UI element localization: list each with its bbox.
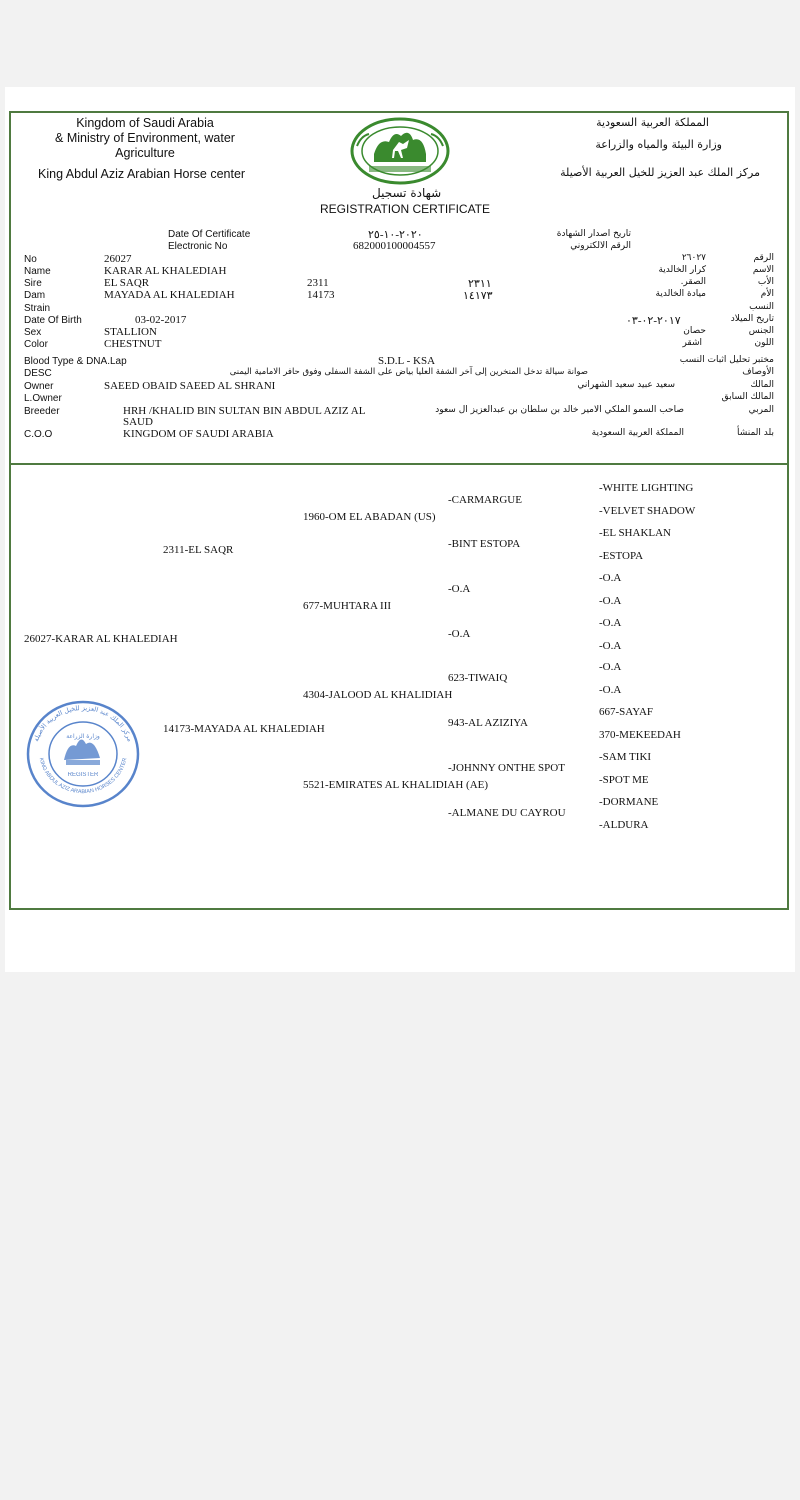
pedigree-great-2: -BINT ESTOPA — [448, 538, 521, 550]
field-dam-value-ar: ميادة الخالدية — [655, 289, 706, 299]
field-sire-label-ar: الأب — [757, 277, 774, 287]
field-sex-label: Sex — [24, 327, 42, 338]
field-owner-value: SAEED OBAID SAEED AL SHRANI — [104, 380, 276, 392]
field-coo-label-ar: بلد المنشأ — [736, 428, 774, 438]
field-coo-value-ar: المملكة العربية السعودية — [591, 428, 684, 438]
field-owner-value-ar: سعيد عبيد سعيد الشهراني — [577, 380, 675, 390]
pedigree-ggg-11: 667-SAYAF — [599, 706, 654, 718]
field-color-value: CHESTNUT — [104, 338, 162, 350]
field-sire-number-ar: ٢٣١١ — [468, 278, 492, 290]
field-no-value-ar: ٢٦٠٢٧ — [681, 253, 706, 263]
pedigree-ggg-6: -O.A — [599, 595, 622, 607]
pedigree-subject: 26027-KARAR AL KHALEDIAH — [24, 633, 178, 645]
field-sire-number: 2311 — [307, 277, 329, 289]
pedigree-grand-1: 1960-OM EL ABADAN (US) — [303, 511, 436, 523]
field-color-label: Color — [24, 339, 48, 350]
field-sex-value: STALLION — [104, 326, 157, 338]
header-en-block — [50, 116, 240, 161]
pedigree-ggg-3: -EL SHAKLAN — [599, 527, 671, 539]
header-ar-center: مركز الملك عبد العزيز للخيل العربية الأصيلة — [560, 166, 760, 179]
field-dam-number-ar: ١٤١٧٣ — [463, 290, 493, 302]
header-en-line3: Agriculture — [115, 146, 175, 160]
field-breeder-value-ar: صاحب السمو الملكي الامير خالد بن سلطان بن عبدالعزيز ال سعود — [435, 405, 684, 415]
pedigree-great-3: -O.A — [448, 583, 471, 595]
header-ar-line1: المملكة العربية السعودية — [596, 116, 709, 129]
pedigree-grand-4: 5521-EMIRATES AL KHALIDIAH (AE) — [303, 779, 489, 791]
date-of-certificate-value: ٢٠٢٠-١٠-٢٥ — [368, 229, 423, 241]
field-no-value: 26027 — [104, 253, 132, 265]
field-strain-label: Strain — [24, 303, 51, 314]
header-en-line1: Kingdom of Saudi Arabia — [76, 116, 214, 130]
field-breeder-label-ar: المربي — [748, 405, 774, 415]
field-lowner-label: L.Owner — [24, 393, 62, 404]
pedigree-ggg-12: 370-MEKEEDAH — [599, 729, 681, 741]
official-stamp — [26, 700, 140, 808]
electronic-no-value: 682000100004557 — [353, 240, 436, 252]
field-breeder-value-line2: SAUD — [123, 416, 153, 428]
pedigree-great-7: -JOHNNY ONTHE SPOT — [448, 762, 565, 774]
pedigree-dam: 14173-MAYADA AL KHALEDIAH — [163, 723, 325, 735]
field-sex-value-ar: حصان — [683, 326, 706, 336]
header-en-line2: & Ministry of Environment, water — [55, 131, 235, 145]
field-name-value-ar: كرار الخالدية — [658, 265, 706, 275]
title-ar: شهادة تسجيل — [372, 186, 442, 200]
pedigree-ggg-14: -SPOT ME — [599, 774, 649, 786]
pedigree-ggg-16: -ALDURA — [599, 819, 649, 831]
header-ar-line2: وزارة البيئة والمياه والزراعة — [595, 138, 722, 151]
field-dob-label: Date Of Birth — [24, 315, 82, 326]
title-en: REGISTRATION CERTIFICATE — [320, 202, 491, 216]
field-blood-label: Blood Type & DNA.Lap — [24, 356, 127, 367]
pedigree-grand-3: 4304-JALOOD AL KHALIDIAH — [303, 689, 453, 701]
pedigree-sire: 2311-EL SAQR — [163, 544, 234, 556]
field-dob-value-ar: ٢٠١٧-٠٢-٠٣ — [626, 315, 681, 327]
field-dam-label: Dam — [24, 290, 46, 301]
field-owner-label: Owner — [24, 381, 54, 392]
svg-text:REGISTER: REGISTER — [67, 772, 99, 778]
field-coo-value: KINGDOM OF SAUDI ARABIA — [123, 428, 274, 440]
svg-text:وزارة الزراعة: وزارة الزراعة — [66, 733, 100, 740]
field-name-value: KARAR AL KHALEDIAH — [104, 265, 227, 277]
pedigree-ggg-10: -O.A — [599, 684, 622, 696]
field-name-label: Name — [24, 266, 51, 277]
field-coo-label: C.O.O — [24, 429, 53, 440]
pedigree-ggg-13: -SAM TIKI — [599, 751, 652, 763]
field-name-label-ar: الاسم — [752, 265, 774, 275]
field-dob-label-ar: تاريخ الميلاد — [730, 314, 774, 324]
field-color-label-ar: اللون — [754, 338, 774, 348]
field-no-label-ar: الرقم — [753, 253, 774, 263]
pedigree-ggg-9: -O.A — [599, 661, 622, 673]
field-dob-value: 03-02-2017 — [135, 314, 187, 326]
header-en-center: King Abdul Aziz Arabian Horse center — [38, 167, 246, 181]
center-logo — [349, 116, 451, 186]
field-dam-label-ar: الأم — [760, 289, 774, 299]
field-sire-label: Sire — [24, 278, 42, 289]
field-owner-label-ar: المالك — [750, 380, 774, 390]
electronic-no-label: Electronic No — [168, 241, 228, 252]
pedigree-ggg-5: -O.A — [599, 572, 622, 584]
field-dam-value: MAYADA AL KHALEDIAH — [104, 289, 235, 301]
pedigree-ggg-15: -DORMANE — [599, 796, 659, 808]
section-divider — [9, 463, 789, 465]
pedigree-grand-2: 677-MUHTARA III — [303, 600, 392, 612]
pedigree-great-6: 943-AL AZIZIYA — [448, 717, 528, 729]
field-desc-value-ar: صوانة سيالة تدخل المنخرين إلى آخر الشفة العليا بياض على الشفة السفلى وفوق حافر الامامية اليمنى — [229, 367, 588, 377]
field-dam-number: 14173 — [307, 289, 335, 301]
pedigree-great-4: -O.A — [448, 628, 471, 640]
pedigree-ggg-2: -VELVET SHADOW — [599, 505, 696, 517]
pedigree-great-5: 623-TIWAIQ — [448, 672, 508, 684]
field-blood-label-ar: مختبر تحليل اثبات النسب — [679, 355, 774, 365]
pedigree-great-8: -ALMANE DU CAYROU — [448, 807, 566, 819]
field-lowner-label-ar: المالك السابق — [721, 392, 774, 402]
svg-text:مركز الملك عبد العزيز للخيل ال: مركز الملك عبد العزيز للخيل العربية الأصيلة — [32, 703, 134, 743]
pedigree-ggg-8: -O.A — [599, 640, 622, 652]
field-no-label: No — [24, 254, 37, 265]
field-desc-label: DESC — [24, 368, 52, 379]
pedigree-great-1: -CARMARGUE — [448, 494, 522, 506]
field-sex-label-ar: الجنس — [748, 326, 774, 336]
field-blood-value: S.D.L - KSA — [378, 355, 436, 367]
pedigree-ggg-7: -O.A — [599, 617, 622, 629]
svg-text:KING ABDUL AZIZ ARABIAN HORSES: KING ABDUL AZIZ ARABIAN HORSES CENTER — [37, 757, 129, 796]
field-strain-label-ar: النسب — [749, 302, 774, 312]
field-desc-label-ar: الأوصاف — [742, 367, 774, 377]
field-sire-value-ar: الصقر. — [680, 277, 706, 287]
field-color-value-ar: اشقر — [682, 338, 702, 348]
pedigree-ggg-4: -ESTOPA — [599, 550, 644, 562]
date-of-certificate-label-ar: تاريخ اصدار الشهادة — [556, 229, 631, 239]
field-breeder-value-line1: HRH /KHALID BIN SULTAN BIN ABDUL AZIZ AL — [123, 405, 366, 417]
field-breeder-label: Breeder — [24, 406, 60, 417]
electronic-no-label-ar: الرقم الالكتروني — [570, 241, 631, 251]
date-of-certificate-label: Date Of Certificate — [168, 229, 251, 240]
pedigree-ggg-1: -WHITE LIGHTING — [599, 482, 694, 494]
field-sire-value: EL SAQR — [104, 277, 150, 289]
